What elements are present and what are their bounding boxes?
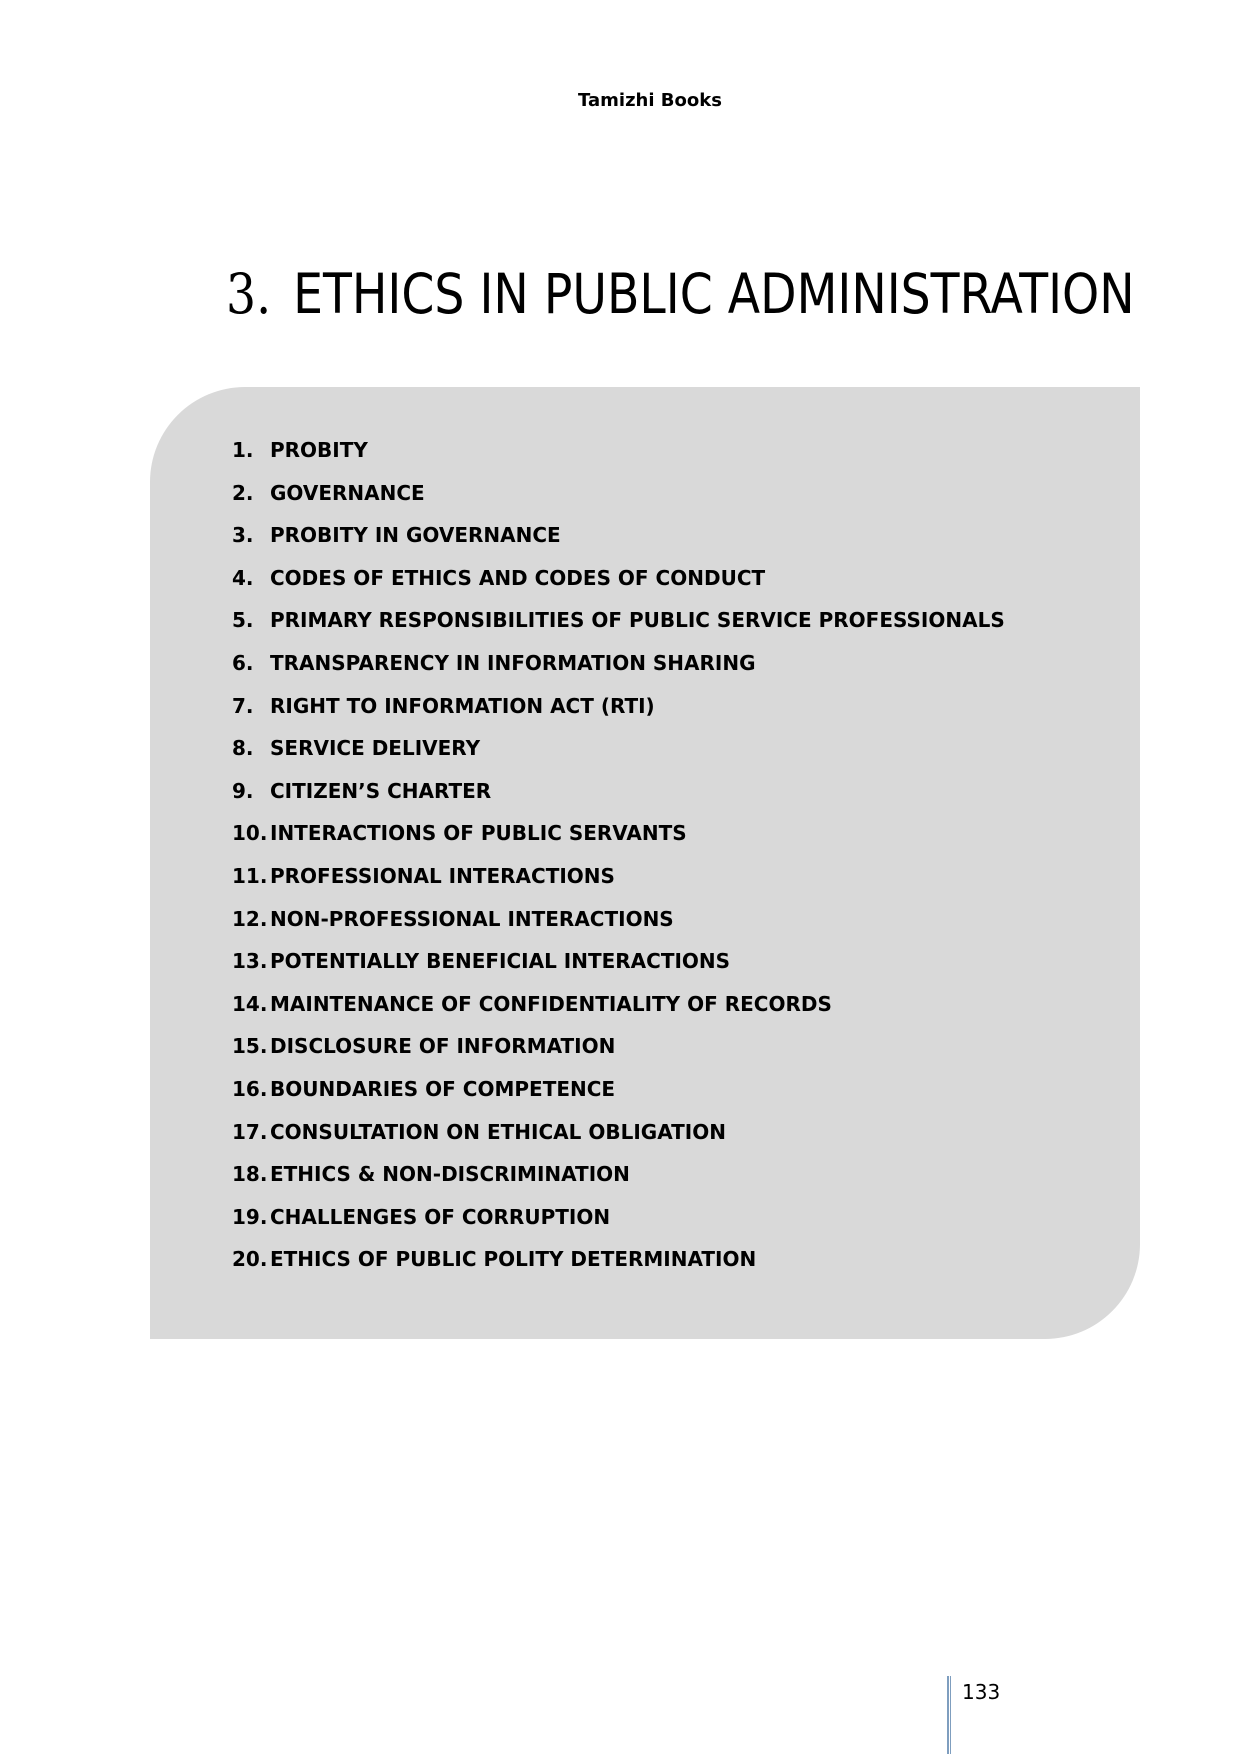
list-item bbox=[232, 436, 1005, 479]
list-item-label: NON-PROFESSIONAL INTERACTIONS bbox=[270, 906, 674, 931]
list-item-label: INTERACTIONS OF PUBLIC SERVANTS bbox=[270, 821, 687, 846]
list-item-label: PROBITY bbox=[270, 438, 368, 462]
list-item bbox=[232, 1160, 1005, 1203]
chapter-number: 3. bbox=[226, 262, 272, 326]
list-item bbox=[232, 1245, 1005, 1288]
running-header: Tamizhi Books bbox=[578, 90, 722, 111]
list-item-number: 13. bbox=[232, 949, 268, 974]
list-item bbox=[232, 1032, 1005, 1075]
chapter-title bbox=[226, 262, 1135, 326]
list-item bbox=[232, 947, 1005, 990]
list-item-number: 4. bbox=[232, 565, 254, 590]
list-item-label: DISCLOSURE OF INFORMATION bbox=[270, 1034, 616, 1059]
page-number-rule bbox=[947, 1676, 951, 1754]
list-item-label: GOVERNANCE bbox=[270, 480, 425, 505]
list-item-label: BOUNDARIES OF COMPETENCE bbox=[270, 1076, 616, 1101]
list-item-number: 5. bbox=[232, 608, 254, 633]
list-item-number: 3. bbox=[232, 523, 254, 548]
list-item bbox=[232, 1203, 1005, 1246]
list-item bbox=[232, 606, 1005, 649]
list-item bbox=[232, 734, 1005, 777]
list-item-number: 20. bbox=[232, 1247, 268, 1272]
list-item bbox=[232, 777, 1005, 820]
contents-list bbox=[232, 436, 1005, 1288]
list-item-number: 18. bbox=[232, 1162, 268, 1187]
list-item bbox=[232, 905, 1005, 948]
list-item-number: 9. bbox=[232, 778, 254, 803]
list-item-label: ETHICS OF PUBLIC POLITY DETERMINATION bbox=[270, 1247, 757, 1272]
list-item-number: 2. bbox=[232, 480, 254, 505]
list-item-label: MAINTENANCE OF CONFIDENTIALITY OF RECORDS bbox=[270, 991, 832, 1016]
list-item bbox=[232, 564, 1005, 607]
list-item-number: 16. bbox=[232, 1076, 268, 1101]
list-item-number: 7. bbox=[232, 693, 254, 718]
list-item-number: 6. bbox=[232, 650, 254, 675]
list-item-number: 8. bbox=[232, 736, 254, 761]
list-item bbox=[232, 692, 1005, 735]
list-item bbox=[232, 649, 1005, 692]
list-item-label: CITIZEN’S CHARTER bbox=[270, 778, 492, 803]
list-item bbox=[232, 479, 1005, 522]
list-item-number: 11. bbox=[232, 863, 268, 888]
list-item bbox=[232, 521, 1005, 564]
list-item-label: CONSULTATION ON ETHICAL OBLIGATION bbox=[270, 1119, 726, 1144]
list-item-number: 1. bbox=[232, 438, 254, 462]
chapter-title-text: ETHICS IN PUBLIC ADMINISTRATION bbox=[293, 262, 1135, 326]
list-item bbox=[232, 1118, 1005, 1161]
list-item-label: POTENTIALLY BENEFICIAL INTERACTIONS bbox=[270, 949, 731, 974]
list-item-number: 19. bbox=[232, 1204, 268, 1229]
list-item-label: PROBITY IN GOVERNANCE bbox=[270, 523, 561, 548]
list-item-number: 17. bbox=[232, 1119, 268, 1144]
list-item-label: RIGHT TO INFORMATION ACT (RTI) bbox=[270, 693, 655, 718]
list-item-label: CODES OF ETHICS AND CODES OF CONDUCT bbox=[270, 565, 766, 590]
list-item bbox=[232, 819, 1005, 862]
list-item-number: 12. bbox=[232, 906, 268, 931]
list-item-label: PROFESSIONAL INTERACTIONS bbox=[270, 863, 615, 888]
list-item-number: 15. bbox=[232, 1034, 268, 1059]
page-number: 133 bbox=[962, 1680, 1001, 1704]
list-item-label: CHALLENGES OF CORRUPTION bbox=[270, 1204, 611, 1229]
list-item-label: PRIMARY RESPONSIBILITIES OF PUBLIC SERVICE PROFESSIONALS bbox=[270, 608, 1005, 633]
list-item-label: SERVICE DELIVERY bbox=[270, 736, 481, 761]
list-item bbox=[232, 990, 1005, 1033]
list-item-label: TRANSPARENCY IN INFORMATION SHARING bbox=[270, 650, 756, 675]
list-item-number: 10. bbox=[232, 821, 268, 846]
list-item bbox=[232, 1075, 1005, 1118]
list-item-label: ETHICS & NON-DISCRIMINATION bbox=[270, 1162, 630, 1187]
list-item bbox=[232, 862, 1005, 905]
list-item-number: 14. bbox=[232, 991, 268, 1016]
